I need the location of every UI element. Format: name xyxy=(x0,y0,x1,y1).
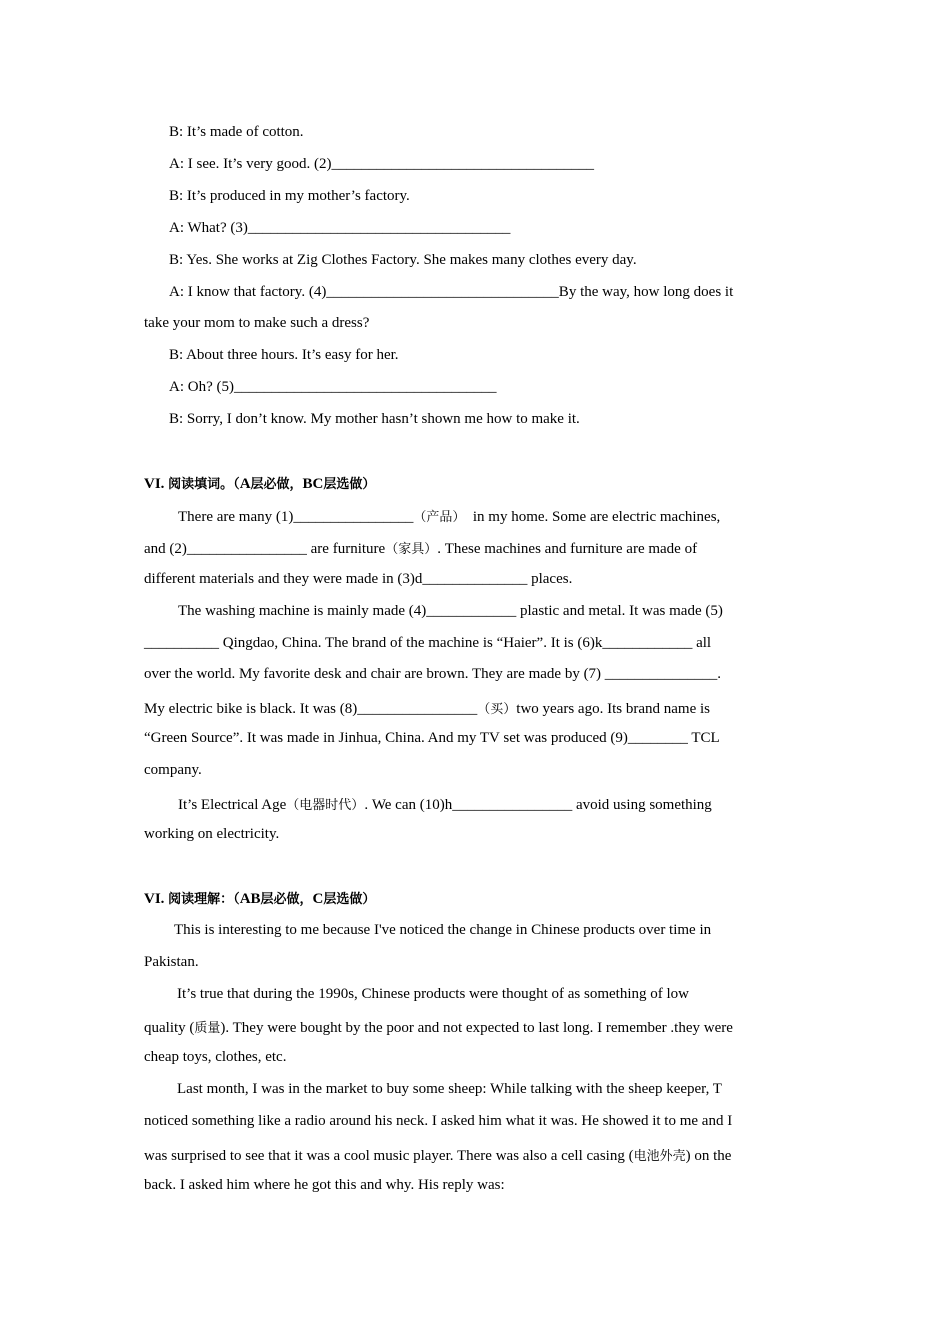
reading-line-1: This is interesting to me because I've noticed the change in Chinese products over time in xyxy=(174,922,712,938)
cloze-line-9: company. xyxy=(144,762,202,778)
dialogue-line-8: B: About three hours. It’s easy for her. xyxy=(169,347,399,363)
reading-line-6: Last month, I was in the market to buy some sheep: While talking with the sheep keeper, T xyxy=(177,1081,722,1097)
heading-text-cn-2: 层必做， xyxy=(250,477,303,492)
dialogue-line-3: B: It’s produced in my mother’s factory. xyxy=(169,188,410,204)
reading-text: ). They were bought by the poor and not expected to last long. I remember .they were xyxy=(220,1020,733,1036)
cloze-text: . We can (10)h________________ avoid using something xyxy=(364,797,712,813)
heading-level-a: A xyxy=(239,476,251,492)
cloze-text: two years ago. Its brand name is xyxy=(516,701,710,717)
reading-gloss-cn: 电池外壳 xyxy=(633,1149,686,1164)
reading-text: ) on the xyxy=(685,1148,732,1164)
cloze-line-8: “Green Source”. It was made in Jinhua, China. And my TV set was produced (9)________ TCL xyxy=(144,730,720,746)
cloze-hint-cn: （买） xyxy=(477,702,517,717)
reading-line-4 xyxy=(144,1018,733,1039)
cloze-line-5: __________ Qingdao, China. The brand of the machine is “Haier”. It is (6)k____________ all xyxy=(144,635,712,651)
dialogue-line-6: A: I know that factory. (4)_______________________________By the way, how long does it xyxy=(169,284,734,300)
reading-text: quality ( xyxy=(144,1020,195,1036)
reading-line-9: back. I asked him where he got this and why. His reply was: xyxy=(144,1177,505,1193)
cloze-line-4: The washing machine is mainly made (4)____________ plastic and metal. It was made (5) xyxy=(178,603,723,619)
cloze-text: and (2)________________ are furniture xyxy=(144,541,386,557)
dialogue-line-2: A: I see. It’s very good. (2)___________________________________ xyxy=(169,156,594,172)
reading-line-7: noticed something like a radio around his neck. I asked him what it was. He showed it to me and I xyxy=(144,1113,733,1129)
heading-text-cn: 阅读填词。（ xyxy=(168,477,240,492)
heading-number: VI. xyxy=(144,891,165,907)
cloze-hint-cn: （电器时代） xyxy=(286,798,365,813)
cloze-line-7 xyxy=(144,699,710,720)
reading-gloss-cn: 质量 xyxy=(194,1021,221,1036)
reading-line-2: Pakistan. xyxy=(144,954,199,970)
section-heading-cloze xyxy=(144,474,375,495)
cloze-hint-cn: （产品） xyxy=(413,510,466,525)
heading-text-cn-3: 层选做） xyxy=(323,477,376,492)
dialogue-line-9: A: Oh? (5)___________________________________ xyxy=(169,379,497,395)
cloze-text: in my home. Some are electric machines, xyxy=(472,509,721,525)
section-heading-reading xyxy=(144,889,375,910)
heading-text-cn: 阅读理解：（ xyxy=(168,892,240,907)
dialogue-line-7: take your mom to make such a dress? xyxy=(144,315,370,331)
cloze-line-1 xyxy=(178,507,720,528)
cloze-line-10 xyxy=(178,795,712,816)
reading-line-8 xyxy=(144,1146,731,1167)
reading-line-5: cheap toys, clothes, etc. xyxy=(144,1049,287,1065)
cloze-text: . These machines and furniture are made of xyxy=(437,541,698,557)
cloze-text: My electric bike is black. It was (8)________________ xyxy=(144,701,478,717)
heading-level-ab: AB xyxy=(239,891,261,907)
reading-text: was surprised to see that it was a cool music player. There was also a cell casing ( xyxy=(144,1148,634,1164)
cloze-text: It’s Electrical Age xyxy=(178,797,287,813)
dialogue-line-5: B: Yes. She works at Zig Clothes Factory. She makes many clothes every day. xyxy=(169,252,637,268)
heading-level-c: C xyxy=(312,891,324,907)
heading-number: VI. xyxy=(144,476,165,492)
heading-text-cn-2: 层必做， xyxy=(260,892,313,907)
dialogue-line-10: B: Sorry, I don’t know. My mother hasn’t shown me how to make it. xyxy=(169,411,580,427)
dialogue-line-1: B: It’s made of cotton. xyxy=(169,124,304,140)
cloze-line-6: over the world. My favorite desk and chair are brown. They are made by (7) _______________. xyxy=(144,666,722,682)
reading-line-3: It’s true that during the 1990s, Chinese products were thought of as something of low xyxy=(177,986,689,1002)
heading-level-bc: BC xyxy=(302,476,324,492)
cloze-line-2 xyxy=(144,539,697,560)
dialogue-line-4: A: What? (3)___________________________________ xyxy=(169,220,511,236)
cloze-text: There are many (1)________________ xyxy=(178,509,414,525)
cloze-line-3: different materials and they were made in (3)d______________ places. xyxy=(144,571,573,587)
heading-text-cn-3: 层选做） xyxy=(323,892,376,907)
cloze-line-11: working on electricity. xyxy=(144,826,280,842)
cloze-hint-cn: （家具） xyxy=(385,542,438,557)
